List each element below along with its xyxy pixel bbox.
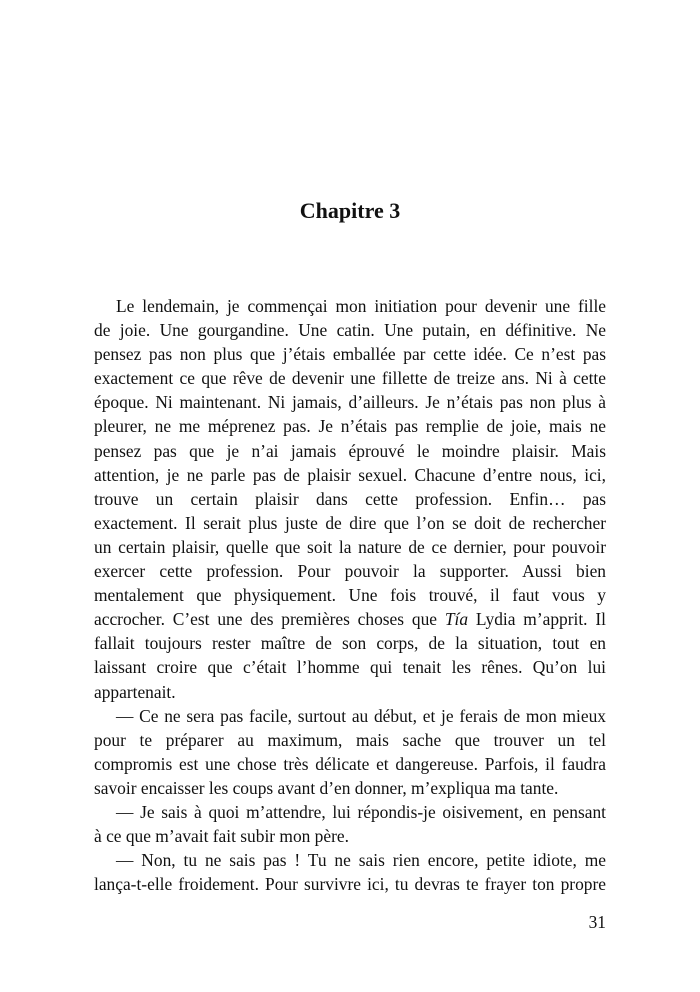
- text-segment: — Je sais à quoi m’attendre, lui répondis-je oisivement, en pensant: [116, 801, 606, 822]
- text-line: [94, 655, 606, 679]
- paragraph: [94, 704, 606, 800]
- text-line: [94, 342, 606, 366]
- text-line: [94, 583, 606, 607]
- text-line: [94, 390, 606, 414]
- text-segment: accrocher. C’est une des premières choses que: [94, 609, 445, 630]
- text-segment: — Ce ne sera pas facile, surtout au début, et je ferais de mon mieux: [116, 705, 606, 726]
- text-line: [94, 463, 606, 487]
- text-line: [94, 800, 606, 824]
- text-line: [94, 439, 606, 463]
- text-line: [94, 752, 606, 776]
- text-segment: fallait toujours rester maître de son corps, de la situation, tout en: [94, 633, 606, 654]
- text-segment: exercer cette profession. Pour pouvoir la supporter. Aussi bien: [94, 561, 606, 582]
- text-segment: Lydia m’apprit. Il: [468, 609, 606, 630]
- text-line: [94, 318, 606, 342]
- text-line: [94, 511, 606, 535]
- text-segment: trouve un certain plaisir dans cette profession. Enfin… pas: [94, 488, 606, 509]
- text-segment: un certain plaisir, quelle que soit la nature de ce dernier, pour pouvoir: [94, 536, 606, 557]
- text-segment: lança-t-elle froidement. Pour survivre ici, tu devras te frayer ton propre: [94, 874, 606, 895]
- paragraph: [94, 848, 606, 896]
- text-line: [94, 366, 606, 390]
- text-line: [94, 414, 606, 438]
- text-line: [94, 848, 606, 872]
- text-segment: compromis est une chose très délicate et dangereuse. Parfois, il faudra: [94, 753, 606, 774]
- text-segment: laissant croire que c’était l’homme qui tenait les rênes. Qu’on lui: [94, 657, 606, 678]
- text-segment: pensez pas que je n’ai jamais éprouvé le moindre plaisir. Mais: [94, 440, 606, 461]
- text-segment: Le lendemain, je commençai mon initiation pour devenir une fille: [116, 296, 606, 316]
- text-segment: époque. Ni maintenant. Ni jamais, d’ailleurs. Je n’étais pas non plus à: [94, 392, 606, 413]
- text-segment: pour te préparer au maximum, mais sache que trouver un tel: [94, 729, 606, 750]
- text-segment: appartenait.: [94, 681, 176, 702]
- text-segment: mentalement que physiquement. Une fois trouvé, il faut vous y: [94, 585, 606, 606]
- text-segment: — Non, tu ne sais pas ! Tu ne sais rien encore, petite idiote, me: [116, 850, 606, 871]
- text-line: [94, 487, 606, 511]
- text-line: [94, 728, 606, 752]
- text-line: [94, 294, 606, 318]
- text-segment: à ce que m’avait fait subir mon père.: [94, 826, 349, 847]
- page-number: 31: [588, 912, 606, 932]
- text-segment: savoir encaisser les coups avant d’en donner, m’expliqua ma tante.: [94, 777, 559, 798]
- italic-text: Tía: [444, 609, 469, 630]
- text-segment: pleurer, ne me méprenez pas. Je n’étais pas remplie de joie, mais ne: [94, 416, 606, 437]
- chapter-title: Chapitre 3: [299, 198, 401, 223]
- text-line: [94, 631, 606, 655]
- text-segment: exactement. Il serait plus juste de dire que l’on se doit de rechercher: [94, 512, 606, 533]
- text-line: [94, 872, 606, 896]
- text-line: [94, 607, 606, 631]
- text-line: [94, 776, 606, 800]
- text-line: [94, 559, 606, 583]
- text-segment: de joie. Une gourgandine. Une catin. Une putain, en définitive. Ne: [94, 320, 606, 341]
- text-segment: pensez pas non plus que j’étais emballée par cette idée. Ce n’est pas: [94, 344, 606, 365]
- text-segment: attention, je ne parle pas de plaisir sexuel. Chacune d’entre nous, ici,: [94, 464, 606, 485]
- paragraph: [94, 294, 606, 704]
- text-line: [94, 680, 606, 704]
- text-segment: exactement ce que rêve de devenir une fillette de treize ans. Ni à cette: [94, 368, 606, 389]
- body-text: [94, 294, 606, 896]
- paragraph: [94, 800, 606, 848]
- text-line: [94, 535, 606, 559]
- text-line: [94, 704, 606, 728]
- text-line: [94, 824, 606, 848]
